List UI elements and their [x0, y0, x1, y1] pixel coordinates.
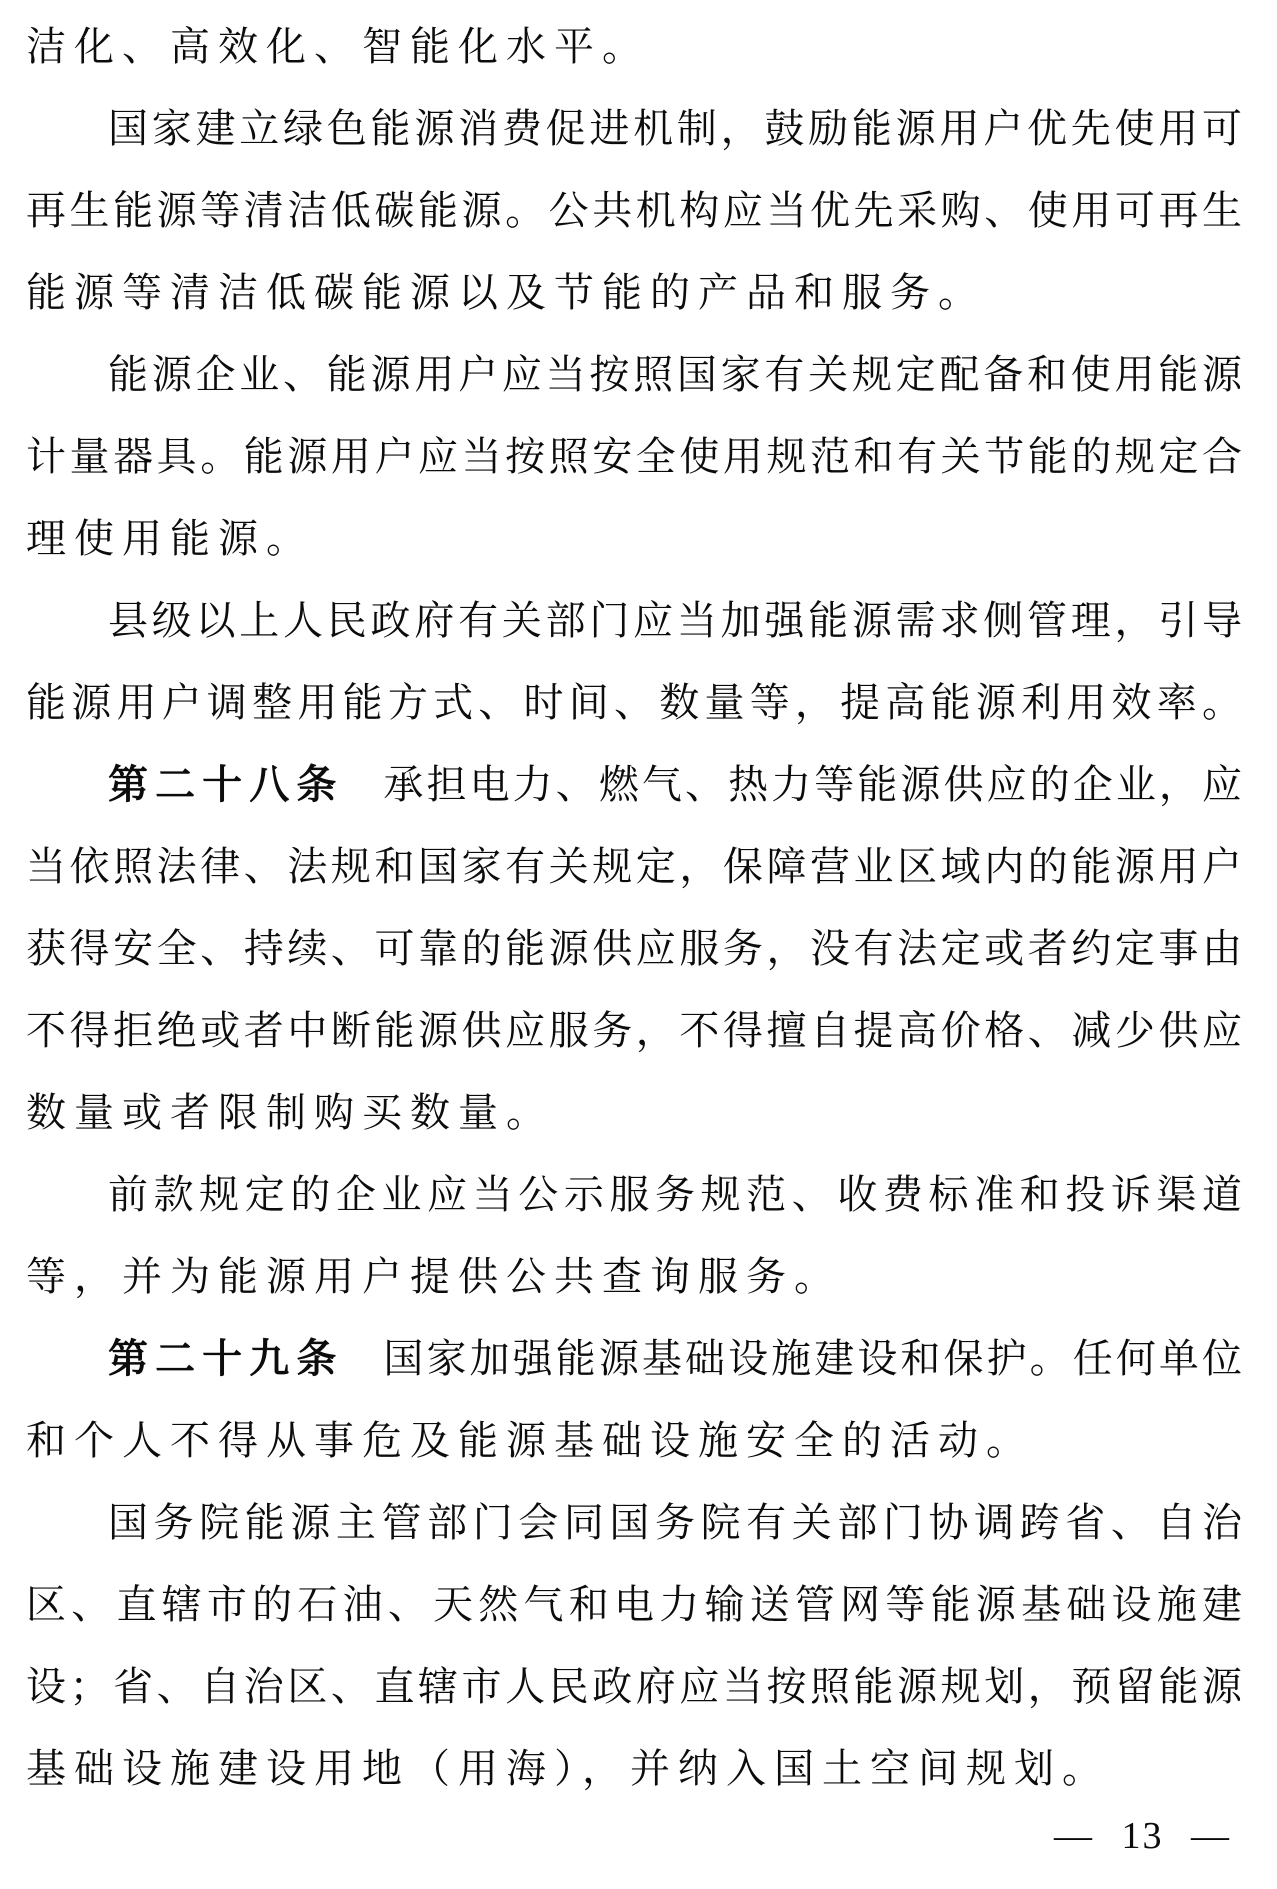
text-line: 等，并为能源用户提供公共查询服务。 [26, 1254, 842, 1299]
text-line: 设；省、自治区、直辖市人民政府应当按照能源规划，预留能源 [26, 1664, 1242, 1709]
text-line: 县级以上人民政府有关部门应当加强能源需求侧管理，引导 [108, 598, 1242, 643]
paragraph [26, 334, 1242, 580]
text-line: 国务院能源主管部门会同国务院有关部门协调跨省、自治 [108, 1500, 1242, 1545]
paragraph [26, 1482, 1242, 1810]
text-line: 当依照法律、法规和国家有关规定，保障营业区域内的能源用户 [26, 844, 1242, 889]
text-line: 国家建立绿色能源消费促进机制，鼓励能源用户优先使用可 [108, 106, 1242, 151]
article-number: 第二十八条 [108, 763, 344, 807]
text-line: 计量器具。能源用户应当按照安全使用规范和有关节能的规定合 [26, 434, 1242, 479]
text-line: 前款规定的企业应当公示服务规范、收费标准和投诉渠道 [108, 1172, 1242, 1217]
paragraph [26, 6, 1242, 88]
text-line: 理使用能源。 [26, 516, 314, 561]
page-number: — 13 — [1054, 1815, 1231, 1857]
text-line: 能源企业、能源用户应当按照国家有关规定配备和使用能源 [108, 352, 1242, 397]
paragraph [26, 88, 1242, 334]
article-text: 承担电力、燃气、热力等能源供应的企业，应 [383, 762, 1243, 807]
article-number: 第二十九条 [108, 1337, 344, 1381]
paragraph [26, 744, 1242, 1154]
text-line [26, 744, 1242, 826]
text-line [26, 1318, 1242, 1400]
text-line: 区、直辖市的石油、天然气和电力输送管网等能源基础设施建 [26, 1582, 1242, 1627]
paragraph [26, 1154, 1242, 1318]
article-text: 国家加强能源基础设施建设和保护。任何单位 [383, 1336, 1243, 1381]
paragraph [26, 1318, 1242, 1482]
text-line: 洁化、高效化、智能化水平。 [26, 24, 650, 69]
text-line: 能源等清洁低碳能源以及节能的产品和服务。 [26, 270, 986, 315]
text-line: 数量或者限制购买数量。 [26, 1090, 554, 1135]
text-line: 基础设施建设用地（用海），并纳入国土空间规划。 [26, 1746, 1110, 1791]
document-body-text [26, 6, 1242, 1810]
paragraph [26, 580, 1242, 744]
text-line: 能源用户调整用能方式、时间、数量等，提高能源利用效率。 [26, 680, 1242, 725]
text-line: 和个人不得从事危及能源基础设施安全的活动。 [26, 1418, 1034, 1463]
text-line: 获得安全、持续、可靠的能源供应服务，没有法定或者约定事由 [26, 926, 1242, 971]
text-line: 不得拒绝或者中断能源供应服务，不得擅自提高价格、减少供应 [26, 1008, 1242, 1053]
text-line: 再生能源等清洁低碳能源。公共机构应当优先采购、使用可再生 [26, 188, 1242, 233]
